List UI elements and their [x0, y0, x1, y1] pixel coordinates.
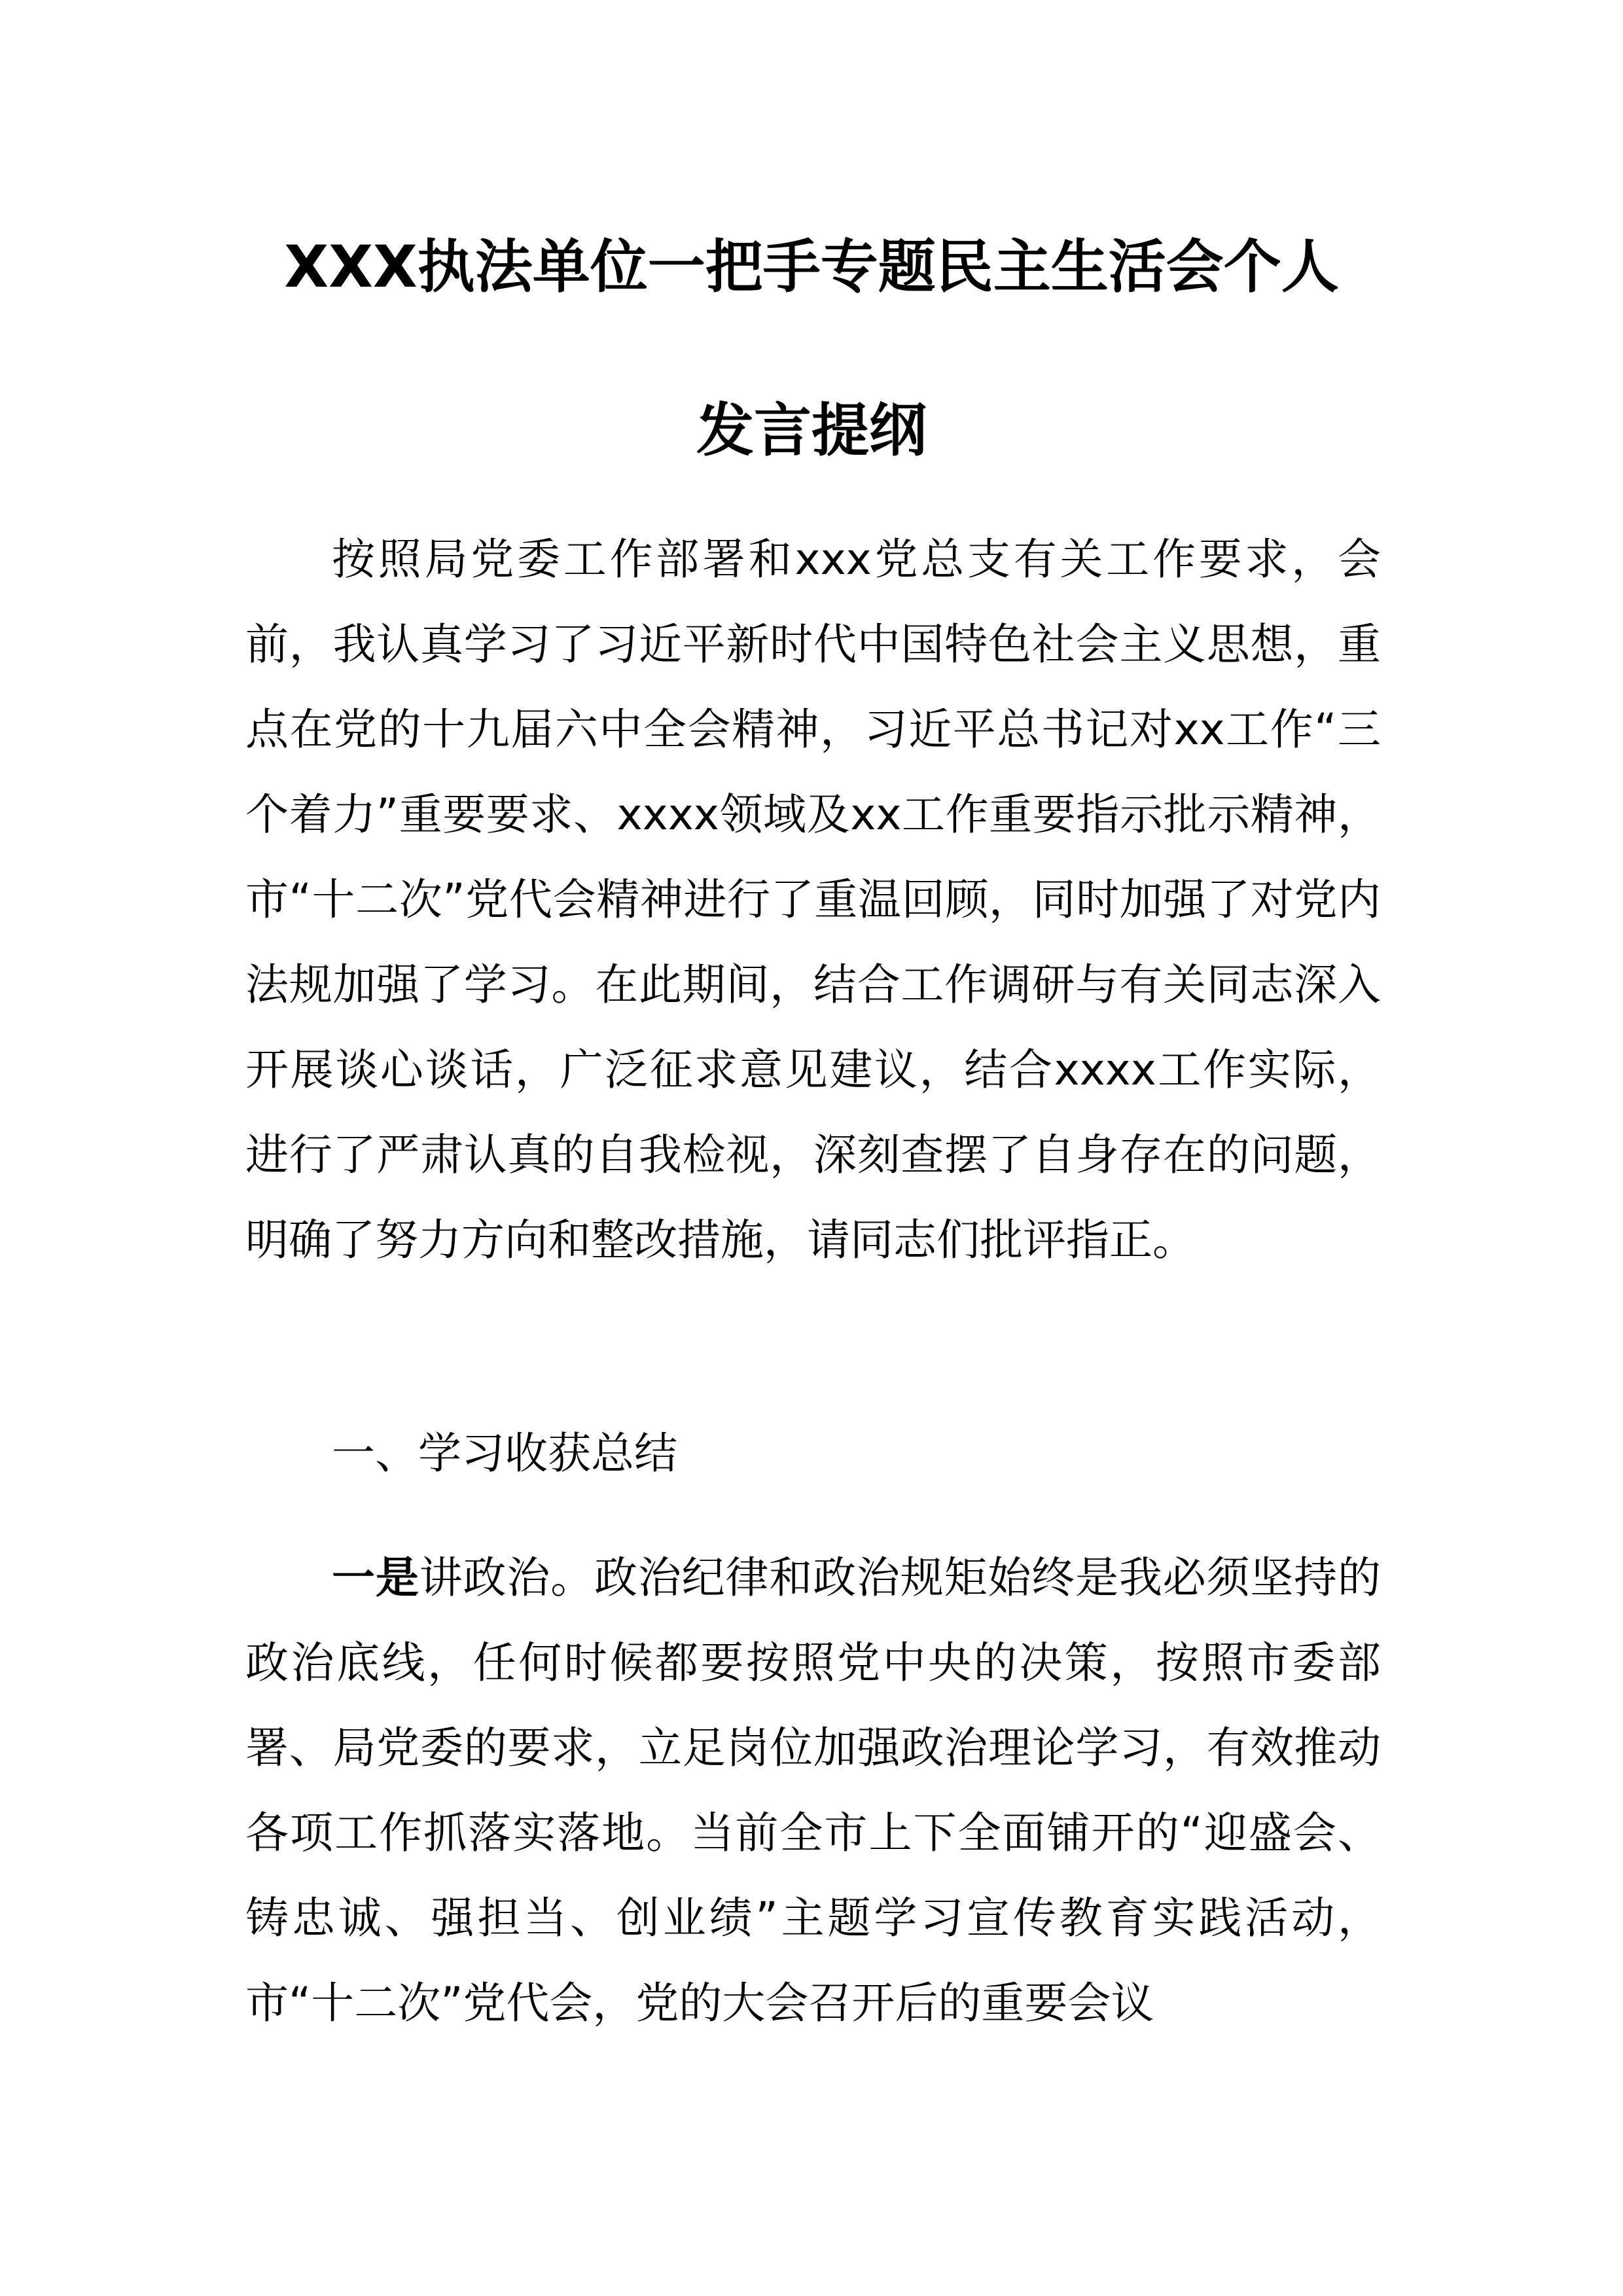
document-title-line-2: 发言提纲: [696, 397, 927, 464]
document-title-line-1: XXX执法单位一把手专题民主生活会个人: [284, 233, 1339, 300]
point-one-lead: 一是: [332, 1552, 419, 1603]
intro-paragraph: 按照局党委工作部署和xxx党总支有关工作要求，会前，我认真学习了习近平新时代中国特色社会主义思想，重点在党的十九届六中全会精神，习近平总书记对xx工作“三个着力”重要要求、xxxx领域及xx工作重要指示批示精神，市“十二次”党代会精神进行了重温回顾，同时加强了对党内法规加强了学习。在此期间，结合工作调研与有关同志深入开展谈心谈话，广泛征求意见建议，结合xxxx工作实际，进行了严肃认真的自我检视，深刻查摆了自身存在的问题，明确了努力方向和整改措施，请同志们批评指正。: [245, 534, 1381, 1265]
point-one-text: 讲政治。政治纪律和政治规矩始终是我必须坚持的政治底线，任何时候都要按照党中央的决策，按照市委部署、局党委的要求，立足岗位加强政治理论学习，有效推动各项工作抓落实落地。当前全市上下全面铺开的“迎盛会、铸忠诚、强担当、创业绩”主题学习宣传教育实践活动，市“十二次”党代会，党的大会召开后的重要会议: [245, 1552, 1382, 2028]
point-one-paragraph: [245, 1535, 1381, 2046]
section-heading: 一、学习收获总结: [332, 1428, 677, 1479]
